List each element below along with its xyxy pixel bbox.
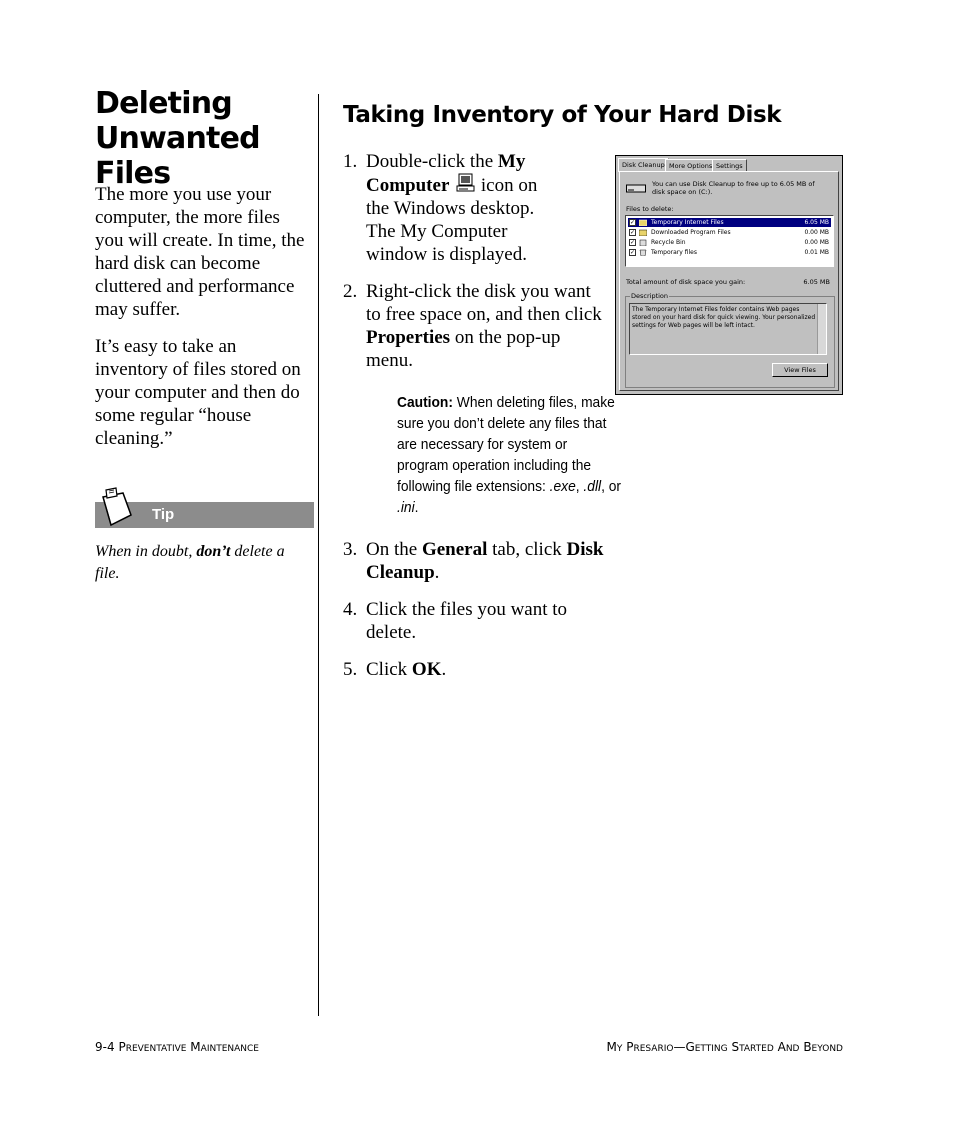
note-page-icon <box>97 487 143 529</box>
list-item[interactable]: ✓ Temporary files 0.01 MB <box>630 249 829 256</box>
checkbox[interactable]: ✓ <box>630 249 636 256</box>
step-item: 3. On the General tab, click Disk Cleanup. <box>343 539 604 583</box>
checkbox[interactable]: ✓ <box>630 239 636 246</box>
recycle-bin-icon <box>639 239 647 246</box>
caution-note: Caution: When deleting files, make sure you don’t delete any files that are necessary for system or program operation including the following file extensions: .exe, .dll, or .ini. <box>397 394 622 516</box>
list-item[interactable]: ✓ Recycle Bin 0.00 MB <box>630 239 829 246</box>
footer-right: MY PRESARIO—GETTING STARTED AND BEYOND <box>606 1040 843 1054</box>
files-to-delete-list[interactable] <box>625 215 834 267</box>
scrollbar[interactable] <box>817 304 826 354</box>
footer-section-name: PREVENTATIVE MAINTENANCE <box>118 1040 259 1054</box>
description-box <box>629 303 827 355</box>
folder-icon <box>639 229 647 236</box>
view-files-button[interactable]: View Files <box>772 363 828 377</box>
step-item: 4. Click the files you want to delete. <box>343 599 568 643</box>
dialog-intro: You can use Disk Cleanup to free up to 6.05 MB of disk space on (C:). <box>652 180 815 196</box>
hard-drive-icon <box>626 183 646 193</box>
list-item[interactable]: ✓ Downloaded Program Files 0.00 MB <box>630 229 829 236</box>
footer-left: 9-4 PREVENTATIVE MAINTENANCE <box>95 1040 259 1054</box>
column-divider <box>318 94 319 1016</box>
list-item[interactable]: ✓ Temporary Internet Files 6.05 MB <box>630 219 829 226</box>
description-label: Description <box>631 292 669 300</box>
section-title: Taking Inventory of Your Hard Disk <box>343 102 782 128</box>
step-item: 5. Click OK. <box>343 659 447 680</box>
description-text: The Temporary Internet Files folder contains Web pages stored on your hard disk for quick viewing. Your personalized settings for Web pages will be left intact. <box>632 306 816 329</box>
tip-label: Tip <box>152 506 175 523</box>
tip-text: When in doubt, don’t delete a file. <box>95 543 285 582</box>
trash-icon <box>639 249 647 256</box>
tab-more-options[interactable]: More Options <box>665 159 716 172</box>
step-item: 2. Right-click the disk you want to free space on, and then click Properties on the pop-up menu. <box>343 281 602 371</box>
tab-settings[interactable]: Settings <box>712 159 747 172</box>
step-item: 1. Double-click the My Computer icon on the Windows desktop. The My Computer window is displayed. <box>343 151 538 265</box>
total-space-value: 6.05 MB <box>803 278 830 286</box>
intro-paragraph: The more you use your computer, the more files you will create. In time, the hard disk can become cluttered and performance may suffer. <box>95 184 305 320</box>
folder-icon <box>639 219 647 226</box>
checkbox[interactable]: ✓ <box>630 229 636 236</box>
intro-paragraph: It’s easy to take an inventory of files stored on your computer and then do some regular “house cleaning.” <box>95 336 301 449</box>
tab-disk-cleanup[interactable]: Disk Cleanup <box>618 158 669 172</box>
total-space-label: Total amount of disk space you gain: <box>626 278 746 286</box>
my-computer-icon <box>454 173 476 193</box>
page-title: Deleting Unwanted Files <box>95 86 260 191</box>
files-to-delete-label: Files to delete: <box>626 205 674 213</box>
checkbox[interactable]: ✓ <box>630 219 636 226</box>
disk-cleanup-dialog <box>615 155 843 395</box>
